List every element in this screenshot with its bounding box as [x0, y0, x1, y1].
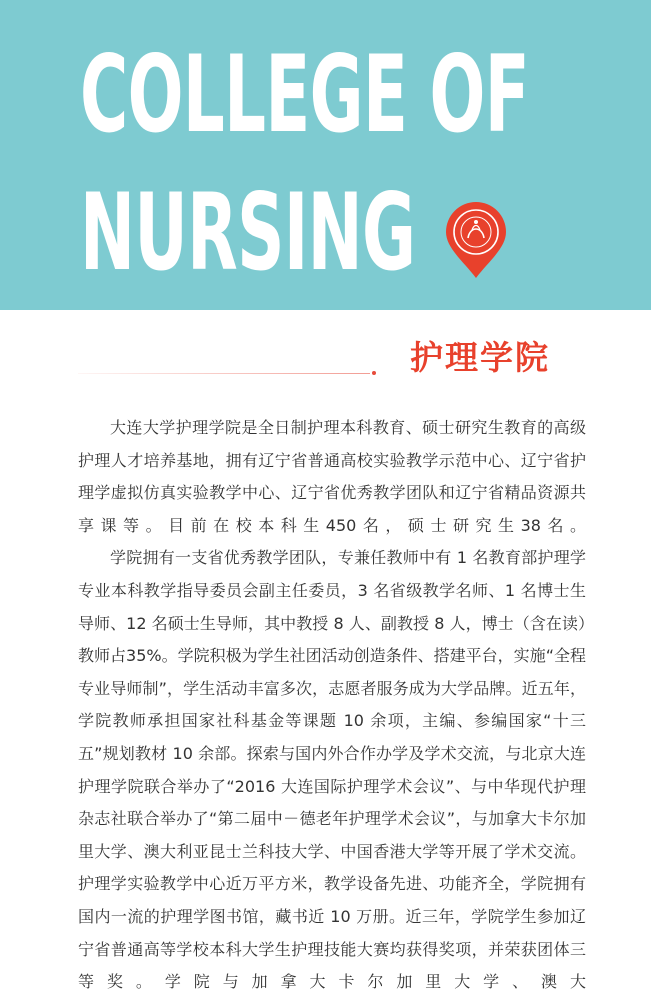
hero-title-line-2: NURSING	[80, 171, 416, 294]
section-header	[0, 330, 651, 390]
section-divider	[78, 373, 370, 374]
hero-title-line-1: COLLEGE OF	[80, 33, 530, 156]
section-title: 护理学院	[410, 338, 550, 377]
body-text	[78, 412, 586, 999]
dalian-university-seal-pin-icon	[442, 200, 510, 280]
paragraph-intro: 大连大学护理学院是全日制护理本科教育、硕士研究生教育的高级护理人才培养基地，拥有辽宁省普通高校实验教学示范中心、辽宁省护理学虚拟仿真实验教学中心、辽宁省优秀教学团队和辽宁省精品资源共享课等。目前在校本科生450名，硕士研究生38名。	[78, 418, 586, 535]
divider-dot	[372, 371, 376, 375]
hero-banner	[0, 0, 651, 310]
paragraph-faculty: 学院拥有一支省优秀教学团队，专兼任教师中有 1 名教育部护理学专业本科教学指导委员会副主任委员，3 名省级教学名师、1 名博士生导师、12 名硕士生导师，其中教授 8 人、副教授 8 人，博士（含在读）教师占35%。学院积极为学生社团活动创造条件、搭建平台，实施“全程专业导师制”，学生活动丰富多次，志愿者服务成为大学品牌。近五年，学院教师承担国家社科基金等课题 10 余项，主编、参编国家“十三五”规划教材 10 余部。探索与国内外合作办学及学术交流，与北京大连护理学院联合举办了“2016 大连国际护理学术会议”、与中华现代护理杂志社联合举办了“第二届中－德老年护理学术会议”，与加拿大卡尔加里大学、澳大利亚昆士兰科技大学、中国香港大学等开展了学术交流。护理学实验教学中心近万平方米，教学设备先进、功能齐全，学院拥有国内一流的护理学图书馆，藏书近 10 万册。近三年，学院学生参加辽宁省普通高等学校本科大学生护理技能大赛均获得奖项，并荣获团体三等奖。学院与加拿大卡尔加里大学、澳大	[78, 548, 586, 992]
